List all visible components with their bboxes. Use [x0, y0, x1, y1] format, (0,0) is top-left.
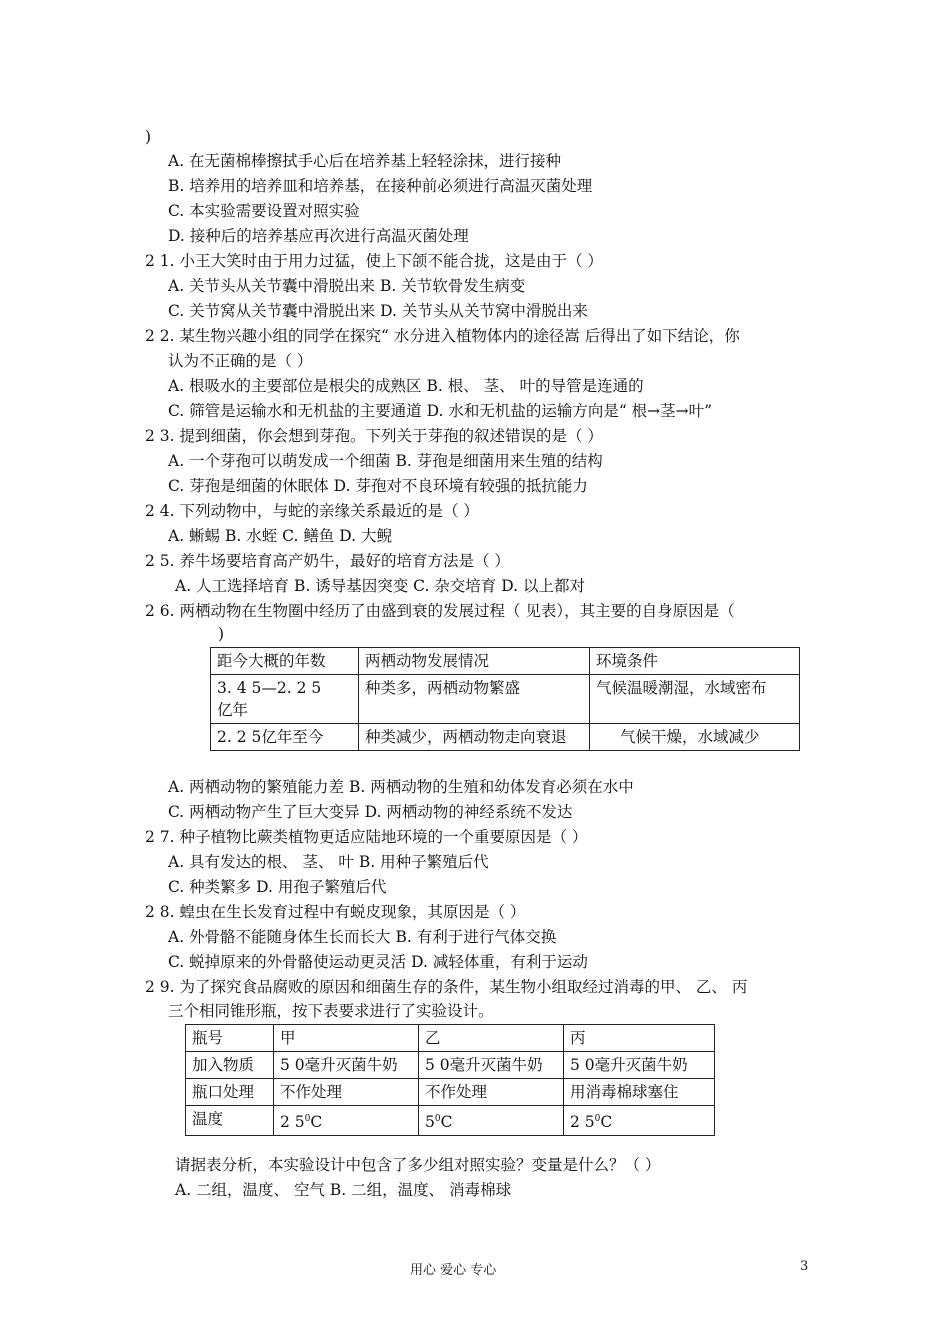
table-cell: 2. 2 5亿年至今 [211, 724, 359, 751]
degree-mark: 0 [434, 1114, 441, 1124]
table-cell: 气候干燥，水域减少 [590, 724, 800, 751]
degree-mark: 0 [594, 1114, 601, 1124]
table-cell: 种类减少，两栖动物走向衰退 [359, 724, 590, 751]
line-13: A. 一个芽孢可以萌发成一个细菌 B. 芽孢是细菌用来生殖的结构 [168, 452, 603, 470]
table-cell: 两栖动物发展情况 [359, 648, 590, 675]
table-row [186, 1052, 715, 1079]
line-6: A. 关节头从关节囊中滑脱出来 B. 关节软骨发生病变 [168, 277, 526, 295]
q24: 2 4. 下列动物中，与蛇的亲缘关系最近的是（ ） [145, 502, 479, 520]
line-9: 认为不正确的是（ ） [168, 352, 313, 370]
line-22: C. 两栖动物产生了巨大变异 D. 两栖动物的神经系统不发达 [168, 803, 573, 821]
table-row [186, 1025, 715, 1052]
table-experiment [185, 1024, 715, 1136]
table-amphibians [210, 647, 800, 751]
line-25: C. 种类繁多 D. 用孢子繁殖后代 [168, 878, 387, 896]
table-cell: 5 0毫升灭菌牛奶 [419, 1052, 564, 1079]
q25: 2 5. 养牛场要培育高产奶牛，最好的培育方法是（ ） [145, 552, 510, 570]
degree-mark: 0 [304, 1114, 311, 1124]
line-18: A. 人工选择培育 B. 诱导基因突变 C. 杂交培育 D. 以上都对 [175, 577, 585, 595]
q29: 2 9. 为了探究食品腐败的原因和细菌生存的条件，某生物小组取经过消毒的甲、 乙、 丙 [145, 978, 748, 996]
table-cell [211, 675, 359, 724]
q27: 2 7. 种子植物比蕨类植物更适应陆地环境的一个重要原因是（ ） [145, 828, 588, 846]
line-27: A. 外骨骼不能随身体生长而长大 B. 有利于进行气体交换 [168, 928, 557, 946]
table-row [211, 724, 800, 751]
table-cell: 5 0毫升灭菌牛奶 [274, 1052, 419, 1079]
table-cell: 甲 [274, 1025, 419, 1052]
temp-value: 5 [425, 1113, 435, 1132]
table-row [211, 648, 800, 675]
line-30: 三个相同锥形瓶，按下表要求进行了实验设计。 [168, 1002, 494, 1020]
cell-text: 亿年 [217, 701, 249, 719]
table-cell: 瓶号 [186, 1025, 274, 1052]
cell-text: 3. 4 5—2. 2 5 [217, 679, 322, 697]
table-cell: 瓶口处理 [186, 1079, 274, 1106]
line-28: C. 蜕掉原来的外骨骼使运动更灵活 D. 减轻体重，有利于运动 [168, 953, 588, 971]
table-cell: 种类多，两栖动物繁盛 [359, 675, 590, 724]
line-24: A. 具有发达的根、 茎、 叶 B. 用种子繁殖后代 [168, 853, 489, 871]
temp-unit: C [440, 1113, 453, 1132]
table-cell: 丙 [564, 1025, 715, 1052]
line-4: D. 接种后的培养基应再次进行高温灭菌处理 [168, 227, 469, 245]
line-14: C. 芽孢是细菌的休眠体 D. 芽孢对不良环境有较强的抵抗能力 [168, 477, 588, 495]
table-cell: 不作处理 [419, 1079, 564, 1106]
temp-unit: C [310, 1113, 323, 1132]
table-cell [419, 1106, 564, 1136]
table-cell: 5 0毫升灭菌牛奶 [564, 1052, 715, 1079]
temp-value: 2 5 [570, 1113, 595, 1132]
page-footer: 用心 爱心 专心 [410, 1263, 497, 1278]
line-3: C. 本实验需要设置对照实验 [168, 202, 360, 220]
temp-value: 2 5 [280, 1113, 305, 1132]
q23: 2 3. 提到细菌，你会想到芽孢。下列关于芽孢的叙述错误的是（ ） [145, 427, 603, 445]
line-16: A. 蜥蜴 B. 水蛭 C. 鳝鱼 D. 大鲵 [168, 527, 392, 545]
table-cell [564, 1106, 715, 1136]
line-1: A. 在无菌棉棒擦拭手心后在培养基上轻轻涂抹，进行接种 [168, 152, 562, 170]
line-32: A. 二组，温度、 空气 B. 二组，温度、 消毒棉球 [175, 1181, 512, 1199]
line-20: ) [218, 625, 225, 643]
table-cell: 乙 [419, 1025, 564, 1052]
table-row [186, 1106, 715, 1136]
q22: 2 2. 某生物兴趣小组的同学在探究“ 水分进入植物体内的途径嵩 后得出了如下结论，你 [145, 327, 740, 345]
table-cell: 距今大概的年数 [211, 648, 359, 675]
page-number: 3 [800, 1259, 809, 1274]
line-21: A. 两栖动物的繁殖能力差 B. 两栖动物的生殖和幼体发育必须在水中 [168, 778, 634, 796]
table-cell: 环境条件 [590, 648, 800, 675]
table-cell: 用消毒棉球塞住 [564, 1079, 715, 1106]
table-cell: 不作处理 [274, 1079, 419, 1106]
table-row [211, 675, 800, 724]
line-11: C. 筛管是运输水和无机盐的主要通道 D. 水和无机盐的运输方向是“ 根→茎→叶” [168, 402, 713, 420]
table-cell [274, 1106, 419, 1136]
line-7: C. 关节窝从关节囊中滑脱出来 D. 关节头从关节窝中滑脱出来 [168, 302, 588, 320]
q21: 2 1. 小王大笑时由于用力过猛，使上下颌不能合拢，这是由于（ ） [145, 252, 603, 270]
line-10: A. 根吸水的主要部位是根尖的成熟区 B. 根、 茎、 叶的导管是连通的 [168, 377, 644, 395]
q28: 2 8. 蝗虫在生长发育过程中有蜕皮现象，其原因是（ ） [145, 903, 526, 921]
table-row [186, 1079, 715, 1106]
temp-unit: C [600, 1113, 613, 1132]
table-cell: 气候温暖潮湿，水域密布 [590, 675, 800, 724]
line-31: 请据表分析，本实验设计中包含了多少组对照实验？变量是什么？（ ） [175, 1156, 661, 1174]
line-2: B. 培养用的培养皿和培养基，在接种前必须进行高温灭菌处理 [168, 177, 593, 195]
q26: 2 6. 两栖动物在生物圈中经历了由盛到衰的发展过程（ 见表），其主要的自身原因是（ [145, 602, 735, 620]
line-0: ) [145, 128, 152, 146]
table-cell: 加入物质 [186, 1052, 274, 1079]
table-cell: 温度 [186, 1106, 274, 1136]
